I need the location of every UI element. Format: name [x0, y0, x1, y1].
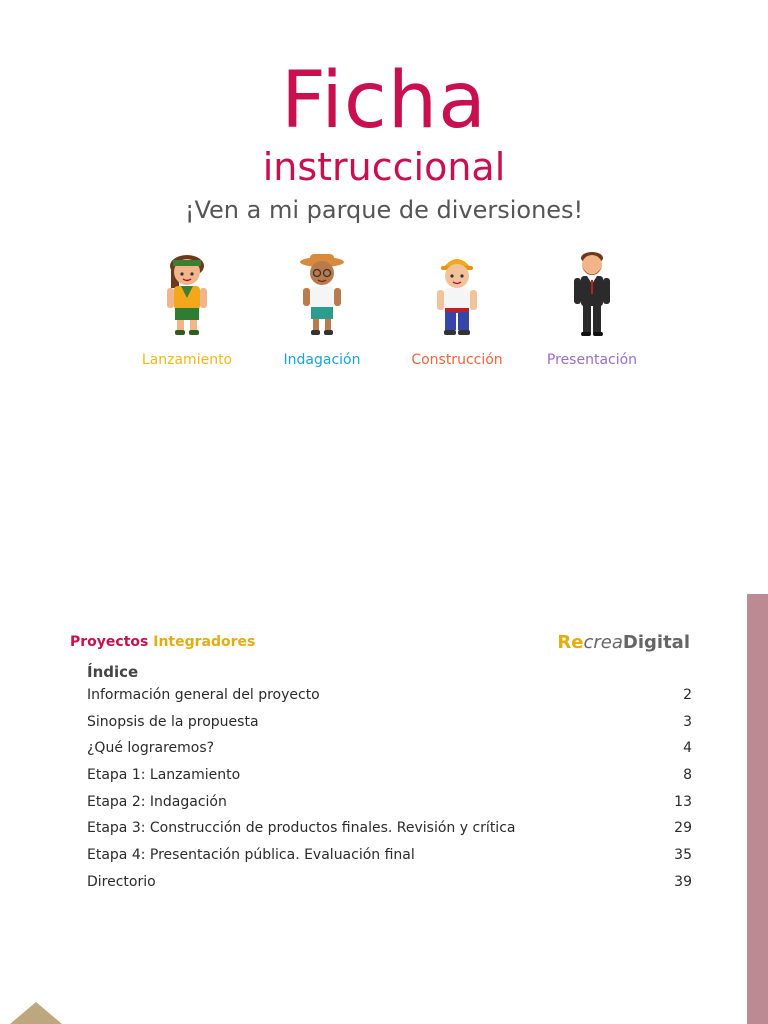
index-heading: Índice: [87, 663, 139, 681]
page-title: Ficha: [281, 56, 487, 146]
brand-word-2: Integradores: [153, 634, 256, 650]
index-item[interactable]: [87, 711, 692, 738]
index-list: [87, 684, 692, 898]
decorative-corner-triangle: [10, 1002, 62, 1024]
index-item-text: Etapa 4: Presentación pública. Evaluación final: [87, 847, 415, 864]
index-item-page: 2: [683, 687, 692, 703]
index-item[interactable]: [87, 684, 692, 711]
index-item-text: Información general del proyecto: [87, 687, 320, 703]
index-item[interactable]: [87, 791, 692, 818]
index-item-text: Etapa 2: Indagación: [87, 793, 227, 810]
index-item[interactable]: [87, 737, 692, 764]
index-item-page: 4: [683, 740, 692, 757]
index-item[interactable]: [87, 817, 692, 844]
index-item-text: Sinopsis de la propuesta: [87, 713, 259, 730]
index-item-page: 3: [683, 713, 692, 730]
index-item-page: 13: [674, 793, 692, 810]
logo-crea: crea: [583, 632, 623, 653]
index-item-text: Etapa 3: Construcción de productos finales. Revisión y crítica: [87, 820, 516, 837]
index-item-page: 29: [674, 820, 692, 837]
index-item[interactable]: [87, 871, 692, 898]
presenter-man-illustration: [512, 250, 672, 338]
stage-presentacion: [512, 250, 672, 370]
logo-digital: Digital: [622, 632, 690, 653]
index-item-text: ¿Qué lograremos?: [87, 740, 215, 757]
stage-label: Indagación: [283, 352, 361, 368]
page-subtitle: instruccional: [262, 145, 506, 189]
index-item[interactable]: [87, 764, 692, 791]
page-tagline: ¡Ven a mi parque de diversiones!: [184, 196, 584, 224]
project-brand: [70, 634, 255, 650]
index-item[interactable]: [87, 844, 692, 871]
stage-label: Construcción: [411, 352, 503, 368]
stage-label: Presentación: [546, 352, 638, 368]
brand-word-1: Proyectos: [70, 634, 149, 650]
stages-row: [0, 250, 768, 380]
index-item-page: 39: [674, 873, 692, 890]
logo-re: Re: [557, 632, 584, 653]
stage-label: Lanzamiento: [141, 352, 233, 368]
recrea-digital-logo: [557, 632, 690, 653]
index-item-text: Directorio: [87, 873, 156, 890]
decorative-side-bar: [747, 594, 768, 1024]
index-item-text: Etapa 1: Lanzamiento: [87, 767, 241, 784]
index-item-page: 8: [683, 767, 692, 784]
index-item-page: 35: [674, 847, 692, 864]
